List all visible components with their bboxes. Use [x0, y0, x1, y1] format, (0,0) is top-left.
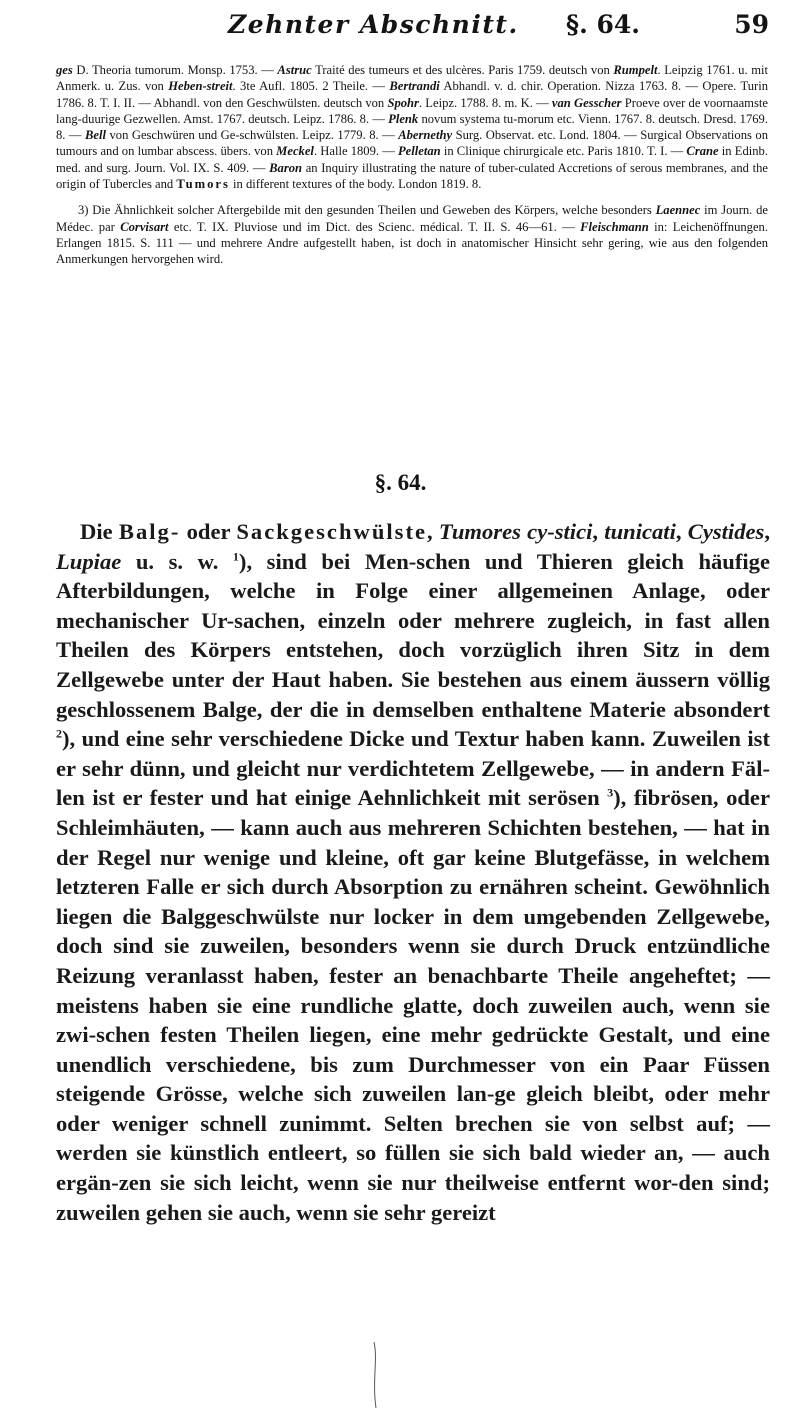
- footnotes: [56, 62, 768, 268]
- main-paragraph: Die Balg- oder Sackgeschwülste, Tumores cy-stici, tunicati, Cystides, Lupiae u. s. w. $^1$), sind bei Men-schen und Thieren gleich häufige Afterbildungen, welche in Folge einer allgemeinen Anlage, oder mechanischer Ur-sachen, einzeln oder mehrere zugleich, in fast allen Theilen des Körpers entstehen, doch vorzüglich ihren Sitz in dem Zellgewebe unter der Haut haben. Sie bestehen aus einem äussern völlig geschlossenem Balge, der die in demselben enthaltene Materie absondert $^2$), und eine sehr verschiedene Dicke und Textur haben kann. Zuweilen ist er sehr dünn, und gleicht nur verdichtetem Zellgewebe, — in andern Fäl-len ist er fester und hat einige Aehnlichkeit mit serösen $^3$), fibrösen, oder Schleimhäuten, — kann auch aus mehreren Schichten bestehen, — hat in der Regel nur wenige und kleine, oft gar keine Blutgefässe, in welchem letzteren Falle er sich durch Absorption zu ernähren scheint. Gewöhnlich liegen die Balggeschwülste nur locker in dem umgebenden Zellgewebe, doch sind sie zuweilen, besonders wenn sie durch Druck entzündliche Reizung veranlasst haben, fester an benachbarte Theile angeheftet; — meistens haben sie eine rundliche glatte, doch zuweilen auch, wenn sie zwi-schen festen Theilen liegen, eine mehr gedrückte Gestalt, und eine unendlich verschiedene, bis zum Durchmesser von ein Paar Füssen steigende Grösse, welche sich zuweilen lan-ge gleich bleibt, oder mehr oder weniger schnell zunimmt. Selten brechen sie von selbst auf; — werden sie künstlich entleert, so füllen sie sich bald wieder an, — auch ergän-zen sie sich leicht, wenn sie nur theilweise entfernt wor-den sind; zuweilen gehen sie auch, wenn sie sehr gereizt: [56, 519, 771, 1225]
- page-number: 59: [734, 10, 769, 39]
- section-heading: §. 64.: [374, 470, 427, 495]
- chapter-title: Zehnter Abschnitt.: [228, 10, 519, 39]
- footnote-continuation: ges D. Theoria tumorum. Monsp. 1753. — Astruc Traité des tumeurs et des ulcères. Paris 1759. deutsch von Rumpelt. Leipzig 1761. u. mit Anmerk. u. Zus. von Heben-streit. 3te Aufl. 1805. 2 Theile. — Bertrandi Abhandl. v. d. chir. Operation. Nizza 1763. 8. — Opere. Turin 1786. 8. T. I. II. — Abhandl. von den Geschwülsten. deutsch von Spohr. Leipz. 1788. 8. m. K. — van Gesscher Proeve over de voornaamste lang-duurige Gezwellen. Amst. 1767. deutsch. Leipz. 1786. 8. — Plenk novum systema tu-morum etc. Vienn. 1767. 8. deutsch. Dresd. 1769. 8. — Bell von Geschwüren und Ge-schwülsten. Leipz. 1779. 8. — Abernethy Surg. Observat. etc. Lond. 1804. — Surgical Observations on tumours and on lumbar abscess. übers. von Meckel. Halle 1809. — Pelletan in Clinique chirurgicale etc. Paris 1810. T. I. — Crane in Edinb. med. and surg. Journ. Vol. IX. S. 409. — Baron an Inquiry illustrating the nature of tuber-culated Accretions of serous membranes, and the origin of Tubercles and Tumors in different textures of the body. London 1819. 8.: [56, 63, 768, 192]
- main-text: [56, 517, 770, 1227]
- pen-mark: [370, 1340, 390, 1410]
- footnote-3: 3) Die Ähnlichkeit solcher Aftergebilde mit den gesunden Theilen und Geweben des Körpers, welche besonders Laennec im Journ. de Médec. par Corvisart etc. T. IX. Pluviose und im Dict. des Scienc. médical. T. II. S. 46—61. — Fleischmann in: Leichenöffnungen. Erlangen 1815. S. 111 — und mehrere Andre aufgestellt haben, ist doch in anatomischer Hinsicht sehr gering, wie aus den folgenden Anmerkungen hervorgehen wird.: [56, 203, 768, 267]
- running-head: [56, 8, 769, 42]
- section-number: §. 64.: [566, 10, 640, 39]
